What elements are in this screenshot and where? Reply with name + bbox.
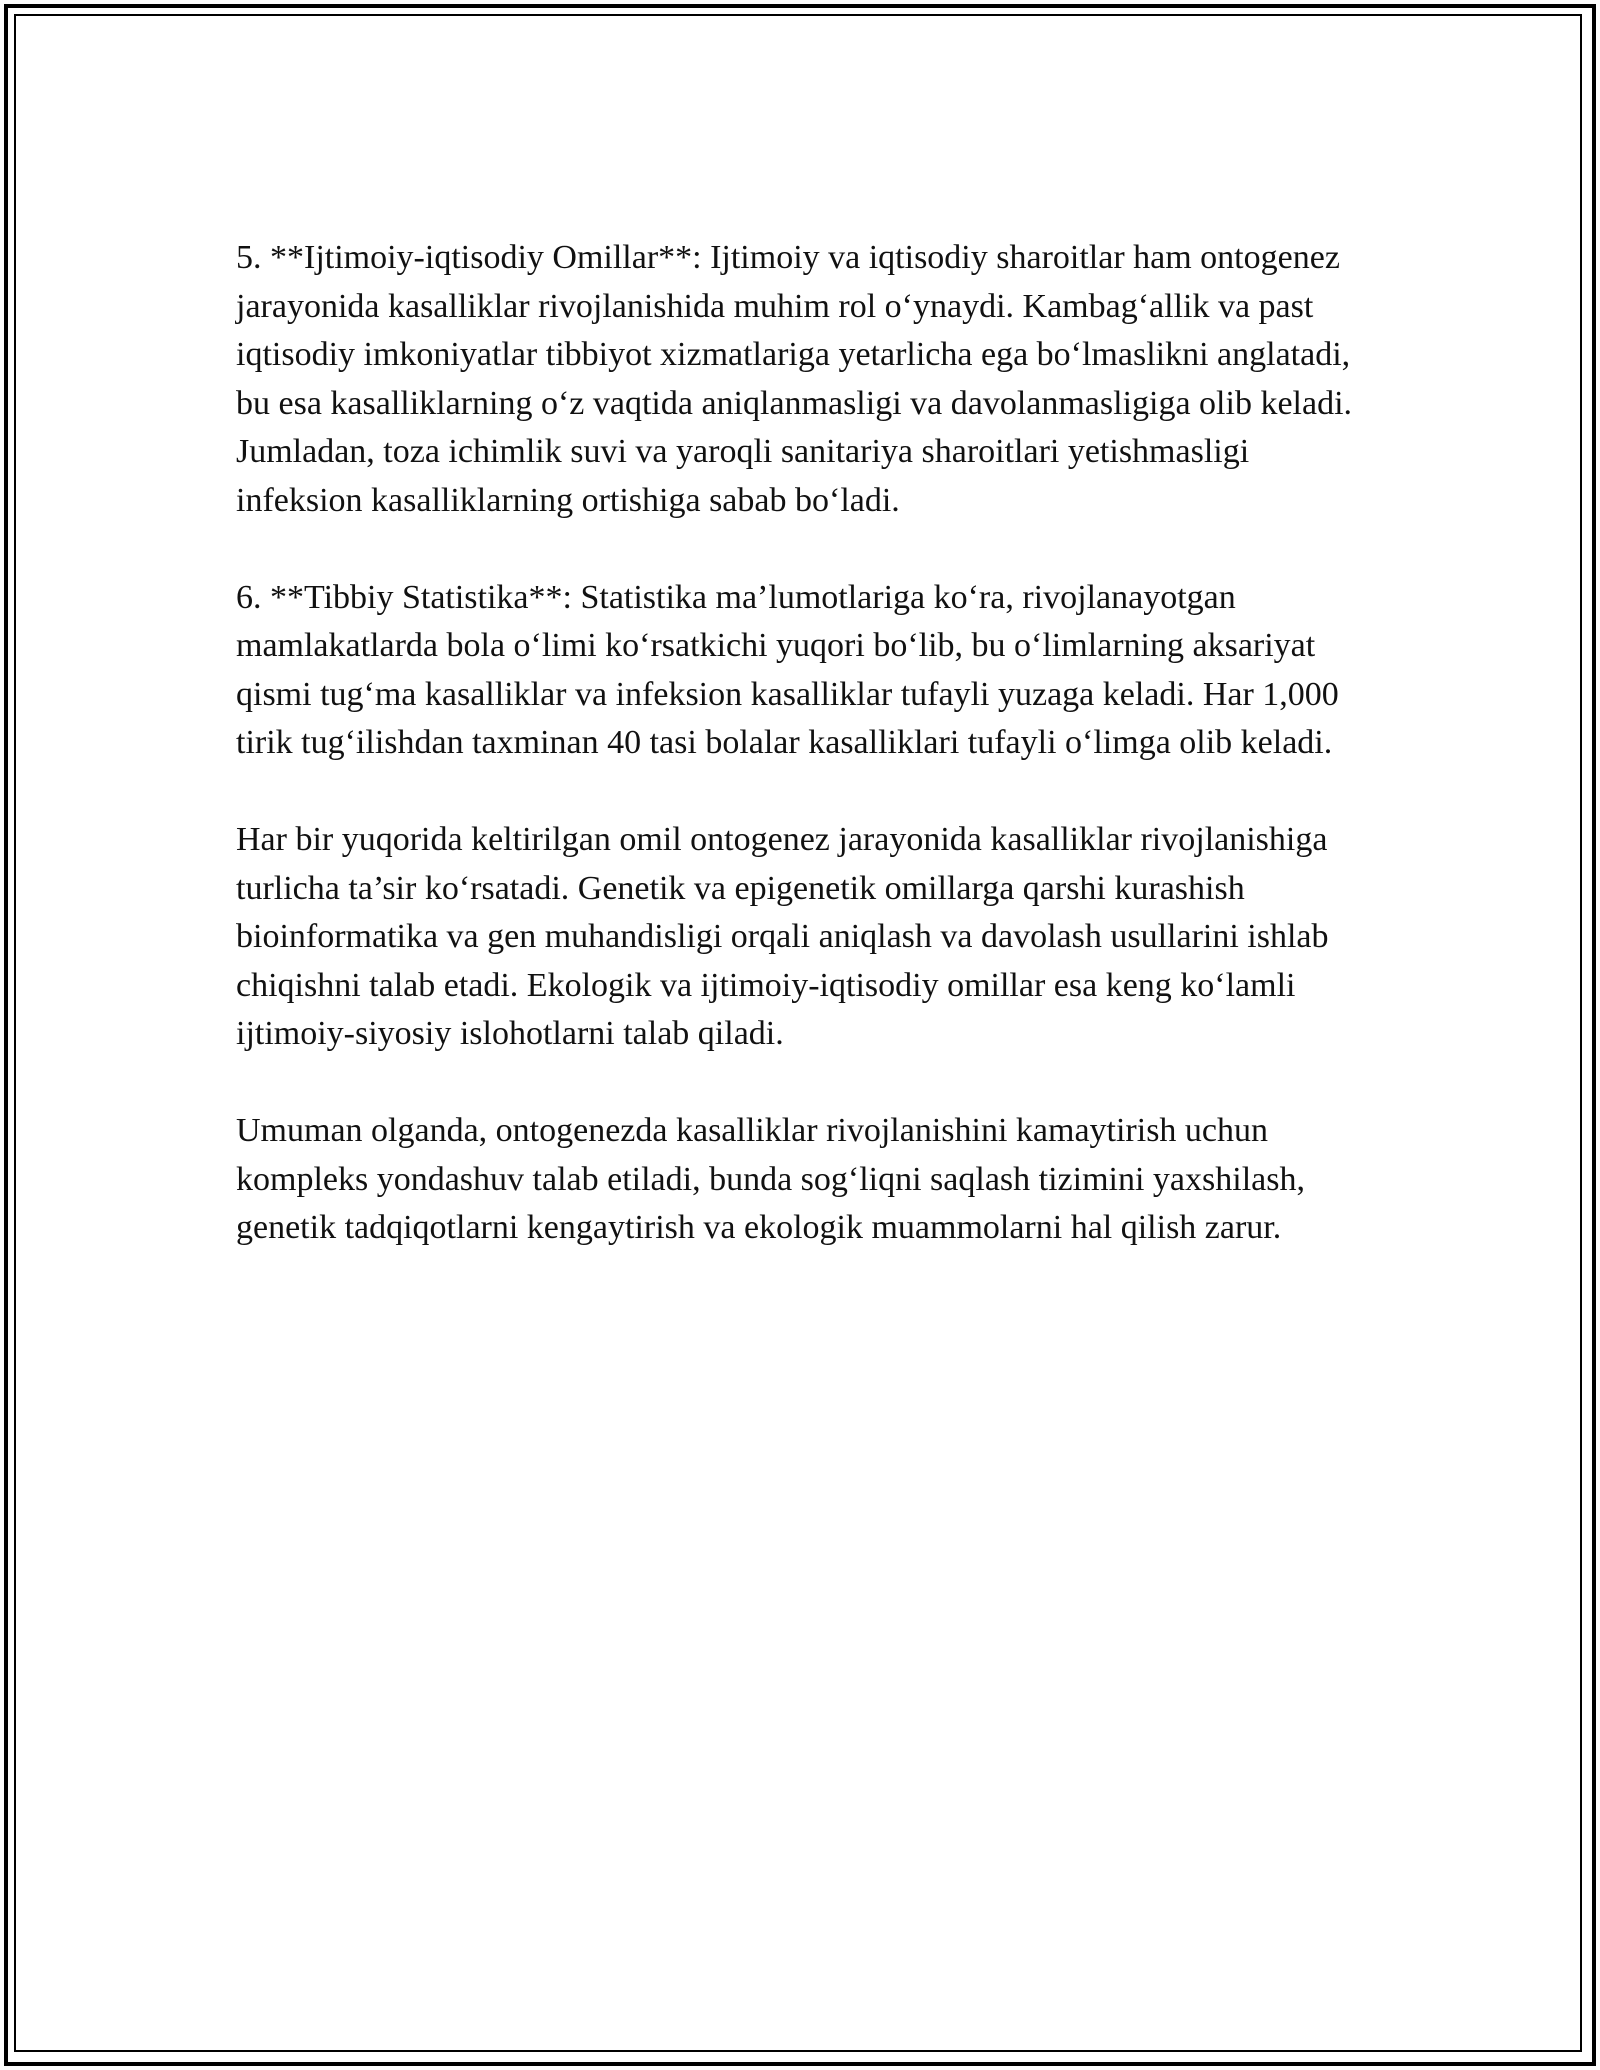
document-body: [236, 234, 1366, 1301]
paragraph-conclusion: Umuman olganda, ontogenezda kasalliklar rivojlanishini kamaytirish uchun kompleks yondashuv talab etiladi, bunda sog‘liqni saqlash tizimini yaxshilash, genetik tadqiqotlarni kengaytirish va ekologik muammolarni hal qilish zarur.: [236, 1112, 1305, 1246]
paragraph-factors-summary: Har bir yuqorida keltirilgan omil ontogenez jarayonida kasalliklar rivojlanishiga turlicha ta’sir ko‘rsatadi. Genetik va epigenetik omillarga qarshi kurashish bioinformatika va gen muhandisligi orqali aniqlash va davolash usullarini ishlab chiqishni talab etadi. Ekologik va ijtimoiy-iqtisodiy omillar esa keng ko‘lamli ijtimoiy-siyosiy islohotlarni talab qiladi.: [236, 821, 1329, 1052]
paragraph-medical-statistics: 6. **Tibbiy Statistika**: Statistika ma’lumotlariga ko‘ra, rivojlanayotgan mamlakatlarda bola o‘limi ko‘rsatkichi yuqori bo‘lib, bu o‘limlarning aksariyat qismi tug‘ma kasalliklar va infeksion kasalliklar tufayli yuzaga keladi. Har 1,000 tirik tug‘ilishdan taxminan 40 tasi bolalar kasalliklari tufayli o‘limga olib keladi.: [236, 578, 1339, 761]
paragraph-socioeconomic-factors: 5. **Ijtimoiy-iqtisodiy Omillar**: Ijtimoiy va iqtisodiy sharoitlar ham ontogenez jarayonida kasalliklar rivojlanishida muhim rol o‘ynaydi. Kambag‘allik va past iqtisodiy imkoniyatlar tibbiyot xizmatlariga yetarlicha ega bo‘lmaslikni anglatadi, bu esa kasalliklarning o‘z vaqtida aniqlanmasligi va davolanmasligiga olib keladi. Jumladan, toza ichimlik suvi va yaroqli sanitariya sharoitlari yetishmasligi infeksion kasalliklarning ortishiga sabab bo‘ladi.: [236, 239, 1353, 519]
